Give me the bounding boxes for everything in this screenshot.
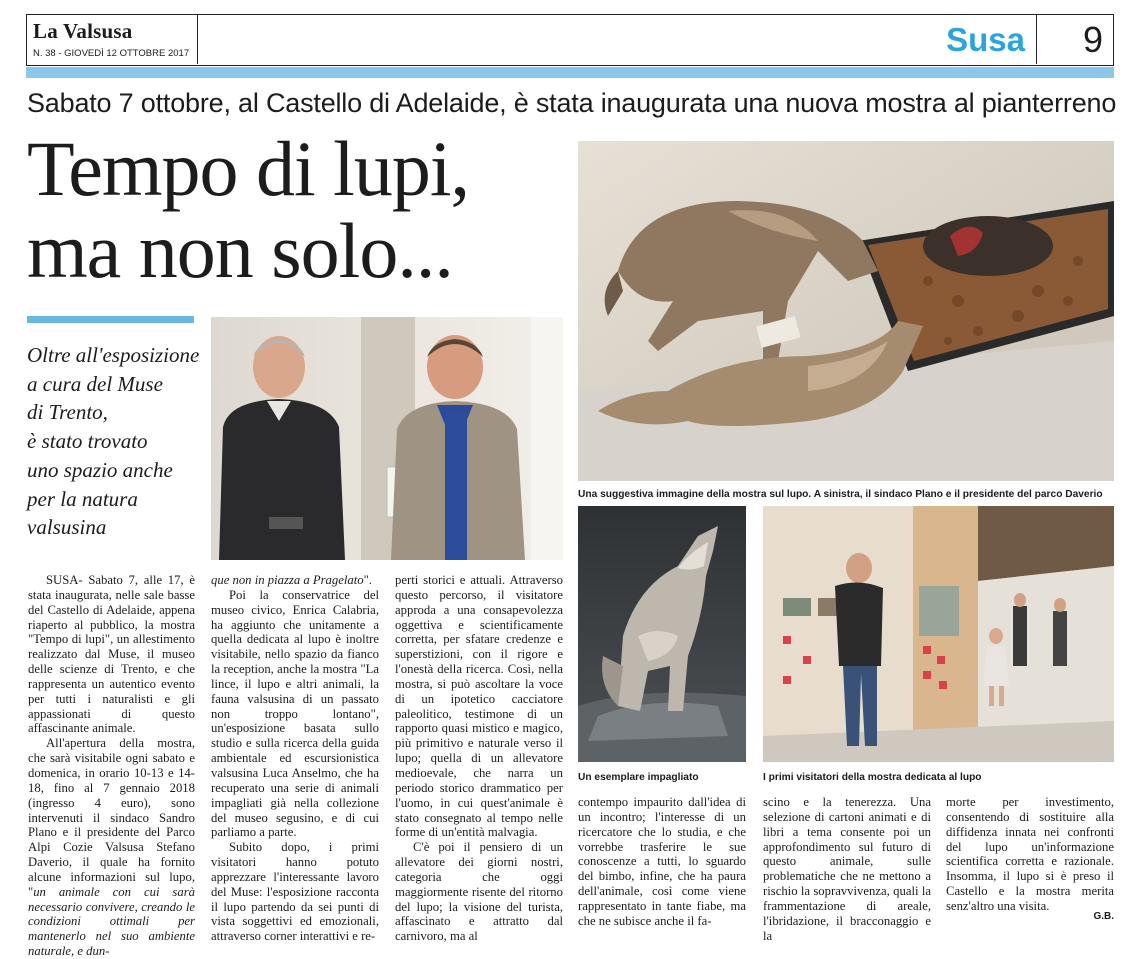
caption-wolves: Una suggestiva immagine della mostra sul lupo. A sinistra, il sindaco Plano e il presidente del parco Daverio (578, 489, 1103, 500)
subtitle-line: a cura del Muse (27, 371, 163, 396)
paragraph: Poi la conservatrice del museo civico, Enrica Calabria, ha aggiunto che unitamente a quella dedicata al lupo è inoltre visitabile, nello spazio da fianco la reception, anche la mostra "La lince, il lupo e altri animali, la fauna valsusina di un passato non troppo lontano", un'esposizione basata sullo studio e sulla ricerca della guida ambientale ed escursionistica valsusina Luca Anselmo, che ha recuperato una serie di animali impagliati già nella collezione del museo segusino, e di cui parliamo a parte. (211, 587, 379, 840)
headline-line-2: ma non solo... (27, 207, 453, 294)
section-name: Susa (946, 21, 1025, 58)
paragraph: Subito dopo, i primi visitatori hanno potuto apprezzare l'interessante lavoro del Muse: l'esposizione racconta il lupo partendo da sei punti di vista soggettivi ed emozionali, attraverso corner interattivi e re- (211, 840, 379, 944)
caption-howling-wolf: Un esemplare impagliato (578, 772, 699, 783)
masthead-divider (1036, 15, 1038, 64)
subtitle-line: valsusina (27, 515, 107, 540)
paragraph: scino e la tenerezza. Una selezione di cartoni animati e di libri a tema consente poi un approfondimento sul futuro di questo animale, sulle problematiche che ne mettono a rischio la sopravvivenza, quali la frammentazione di areale, l'ibridazione, il bracconaggio e la (763, 795, 931, 943)
body-column-2 (211, 573, 379, 944)
paragraph: morte per investimento, consentendo di sostituire alla diffidenza innata nei confronti del lupo un'informazione scientifica corretta e razionale. Insomma, il lupo si è preso il Castello e la mostra merita senz'altro una visita. (946, 795, 1114, 913)
subtitle-rule (27, 316, 194, 323)
paragraph: C'è poi il pensiero di un allevatore dei giorni nostri, categoria che oggi maggiormente risente del ritorno del lupo; la visione del turista, affascinato e attratto dal carnivoro, ma al (395, 840, 563, 944)
subtitle-line: è stato trovato (27, 429, 148, 454)
body-column-3 (395, 573, 563, 944)
paragraph: que non in piazza a Pragelato". (211, 573, 372, 587)
subtitle (27, 341, 200, 542)
caption-visitors: I primi visitatori della mostra dedicata al lupo (763, 772, 982, 783)
photo-mayor-and-president (211, 317, 563, 560)
body-column-6 (946, 795, 1114, 914)
photo-first-visitors (763, 506, 1114, 762)
page-number: 9 (1082, 19, 1103, 60)
masthead-left-box (27, 15, 198, 64)
paragraph: All'apertura della mostra, che sarà visitabile ogni sabato e domenica, in orario 10-13 e 14-18, fino al 7 gennaio 2018 (ingresso 4 euro), sono intervenuti il sindaco Sandro Plano e il presidente del Parco Alpi Cozie Valsusa Stefano Daverio, il quale ha fornito alcune informazioni sul lupo, "un animale con cui sarà necessario convivere, creando le condizioni ottimali per mantenerlo nel suo ambiente naturale, e dun- (28, 736, 195, 959)
subtitle-line: di Trento, (27, 400, 108, 425)
headline (27, 125, 587, 294)
headline-line-1: Tempo di lupi, (27, 125, 470, 212)
paragraph: contempo impaurito dall'idea di un incontro; l'interesse di un ricercatore che lo studia, e che vorrebbe trasferire le sue conoscenze a tutti, lo sguardo del bimbo, infine, che ha paura dell'animale, così come viene rappresentato in tante fiabe, ma che ne subisce anche il fa- (578, 795, 746, 928)
paper-name: La Valsusa (33, 19, 133, 43)
paragraph: SUSA- Sabato 7, alle 17, è stata inaugurata, nelle sale basse del Castello di Adelaide, appena riaperto al pubblico, la mostra "Tempo di lupi", un allestimento realizzato dal Muse, il museo delle scienze di Trento, e che rappresenta un autentico evento per tutti i naturalisti e gli appassionati di questo affascinante animale. (28, 573, 195, 736)
body-column-1 (28, 573, 195, 959)
photo-wolves-exhibit (578, 141, 1114, 481)
issue-line: N. 38 - GIOVEDÌ 12 OTTOBRE 2017 (33, 48, 190, 59)
subtitle-line: uno spazio anche (27, 457, 173, 482)
body-column-4 (578, 795, 746, 929)
subtitle-line: Oltre all'esposizione (27, 343, 200, 367)
masthead (26, 14, 1114, 66)
paragraph: perti storici e attuali. Attraverso questo percorso, il visitatore approda a una consapevolezza oggettiva e scientificamente corretta, per sfatare credenze e superstizioni, con il rigore e l'onestà della ricerca. Così, nella mostra, si può ascoltare la voce di un ipotetico cacciatore paleolitico, testimone di un rapporto quasi mistico e magico, più primitivo e naturale verso il lupo; quella di un allevatore medioevale, che narra un periodo storico drammatico per l'uomo, in cui quest'animale è stato consegnato al tempo nelle forme di un'entità malvagia. (395, 573, 563, 840)
photo-howling-wolf (578, 506, 746, 762)
body-column-5 (763, 795, 931, 943)
subtitle-line: per la natura (27, 486, 138, 511)
kicker: Sabato 7 ottobre, al Castello di Adelaide, è stata inaugurata una nuova mostra al pianterreno (27, 88, 1117, 118)
quote-text: un animale con cui sarà necessario convivere, creando le condizioni ottimali per mantenerlo nel suo ambiente naturale, e dun (28, 884, 195, 959)
quote-text: que non in piazza a Pragelato (211, 573, 364, 587)
author-signature: G.B. (1093, 911, 1114, 922)
header-rule (26, 67, 1114, 78)
